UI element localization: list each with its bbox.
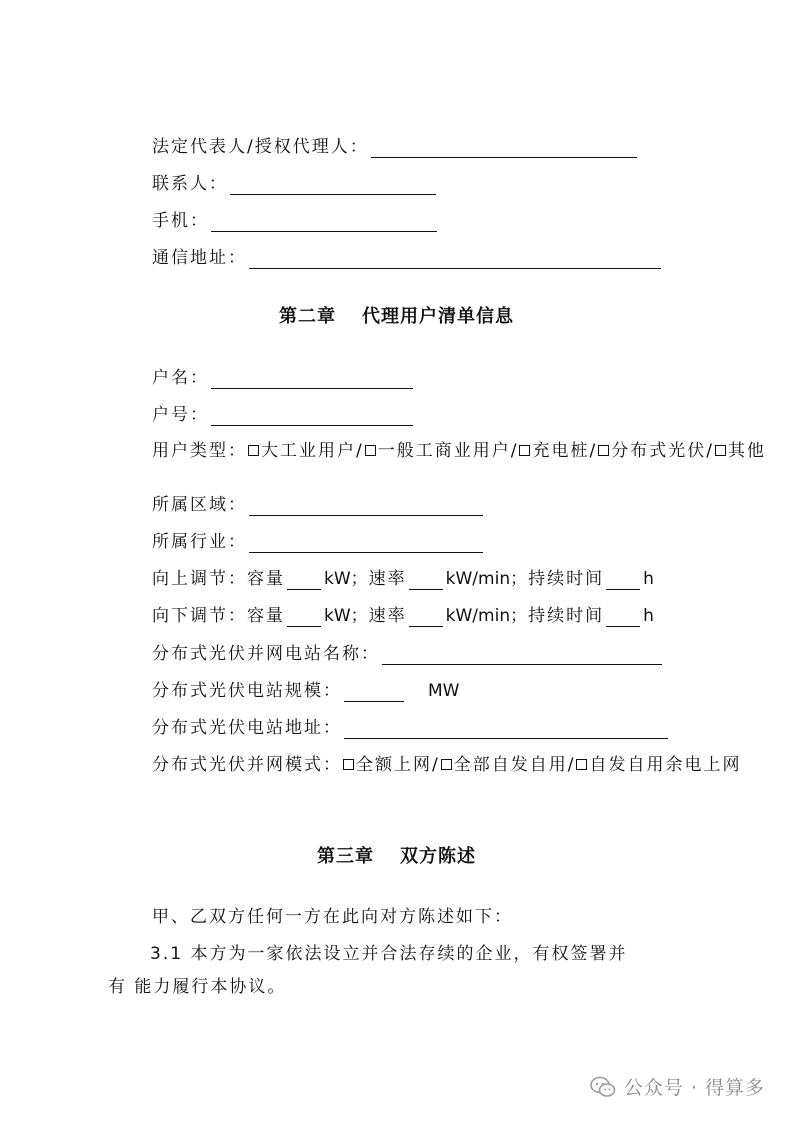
user-type-option: 充电桩 [532,441,590,461]
capacity-unit: kW； [324,606,368,626]
mobile-row [152,210,439,232]
pv-mode-option: 全部自发自用 [453,755,568,775]
up-regulation-label: 向上调节： [152,569,247,589]
legal-rep-label: 法定代表人/授权代理人： [152,137,369,157]
pv-address-label: 分布式光伏电站地址： [152,718,342,738]
user-type-row: 用户类型： 大工业用户/ 一般工商业用户/ 充电桩/ 分布式光伏/ 其他 [152,441,766,461]
pv-scale-blank [344,683,404,702]
checkbox-distributed-pv[interactable] [598,445,609,456]
duration-label: 持续时间 [528,606,605,626]
industry-blank [249,534,483,553]
up-regulation-row [152,568,655,590]
contact-label: 联系人： [152,174,228,194]
capacity-label: 容量 [247,606,285,626]
pv-station-name-label: 分布式光伏并网电站名称： [152,644,380,664]
address-row [152,247,663,269]
checkbox-other[interactable] [715,445,726,456]
region-label: 所属区域： [152,495,247,515]
duration-unit: h [643,569,654,589]
account-name-blank [211,370,413,389]
statement-3-1-line1: 3.1 本方为一家依法设立并合法存续的企业，有权签署并 [150,944,628,964]
pv-address-blank [344,720,668,739]
wechat-icon [590,1076,616,1098]
account-name-label: 户名： [152,368,209,388]
checkbox-full-grid[interactable] [343,759,354,770]
user-type-option: 其他 [727,441,766,461]
user-type-option: 分布式光伏 [611,441,707,461]
pv-station-name-blank [382,646,662,665]
up-duration-blank [606,571,640,590]
chapter2-number: 第二章 [279,306,336,327]
region-row [152,494,485,516]
industry-label: 所属行业： [152,532,247,552]
down-regulation-row [152,605,655,627]
checkbox-general-commercial[interactable] [365,445,376,456]
region-blank [249,497,483,516]
account-no-label: 户号： [152,405,209,425]
down-regulation-label: 向下调节： [152,606,247,626]
chapter2-heading [0,305,793,329]
pv-mode-option: 全额上网 [356,755,432,775]
checkbox-charging-pile[interactable] [519,445,530,456]
down-rate-blank [409,608,443,627]
address-blank [249,250,661,269]
checkbox-full-self-use[interactable] [441,759,452,770]
chapter3-title: 双方陈述 [400,846,476,867]
pv-mode-label: 分布式光伏并网模式： [152,755,342,775]
mobile-label: 手机： [152,211,209,231]
pv-mode-option: 自发自用余电上网 [589,755,742,775]
legal-rep-row [152,136,639,158]
rate-label: 速率 [368,569,407,589]
capacity-unit: kW； [324,569,368,589]
contact-blank [230,176,436,195]
industry-row [152,531,485,553]
rate-unit: kW/min； [445,606,528,626]
chapter3-heading [0,845,793,869]
capacity-label: 容量 [247,569,285,589]
rate-label: 速率 [368,606,407,626]
statements-intro: 甲、乙双方任何一方在此向对方陈述如下： [152,907,513,927]
watermark [590,1073,765,1100]
pv-address-row [152,717,670,739]
up-rate-blank [409,571,443,590]
chapter2-title: 代理用户清单信息 [362,306,514,327]
duration-label: 持续时间 [528,569,605,589]
account-no-blank [211,407,413,426]
watermark-text: 公众号 · 得算多 [623,1077,765,1099]
checkbox-self-use-surplus[interactable] [576,759,587,770]
account-name-row [152,367,415,389]
chapter3-number: 第三章 [317,846,374,867]
address-label: 通信地址： [152,248,247,268]
checkbox-large-industrial[interactable] [248,445,259,456]
legal-rep-blank [371,139,637,158]
contact-row [152,173,438,195]
user-type-option: 大工业用户 [261,441,356,461]
statement-3-1-line2: 有 能力履行本协议。 [108,977,287,997]
pv-scale-unit: MW [428,681,460,701]
mobile-blank [211,213,437,232]
pv-scale-row [152,680,460,702]
pv-station-name-row [152,643,664,665]
account-no-row [152,404,415,426]
down-capacity-blank [287,608,321,627]
up-capacity-blank [287,571,321,590]
user-type-label: 用户类型： [152,441,247,461]
rate-unit: kW/min； [445,569,528,589]
pv-mode-row: 分布式光伏并网模式： 全额上网/ 全部自发自用/ 自发自用余电上网 [152,755,742,775]
pv-scale-label: 分布式光伏电站规模： [152,681,342,701]
user-type-option: 一般工商业用户 [377,441,511,461]
down-duration-blank [606,608,640,627]
duration-unit: h [643,606,654,626]
